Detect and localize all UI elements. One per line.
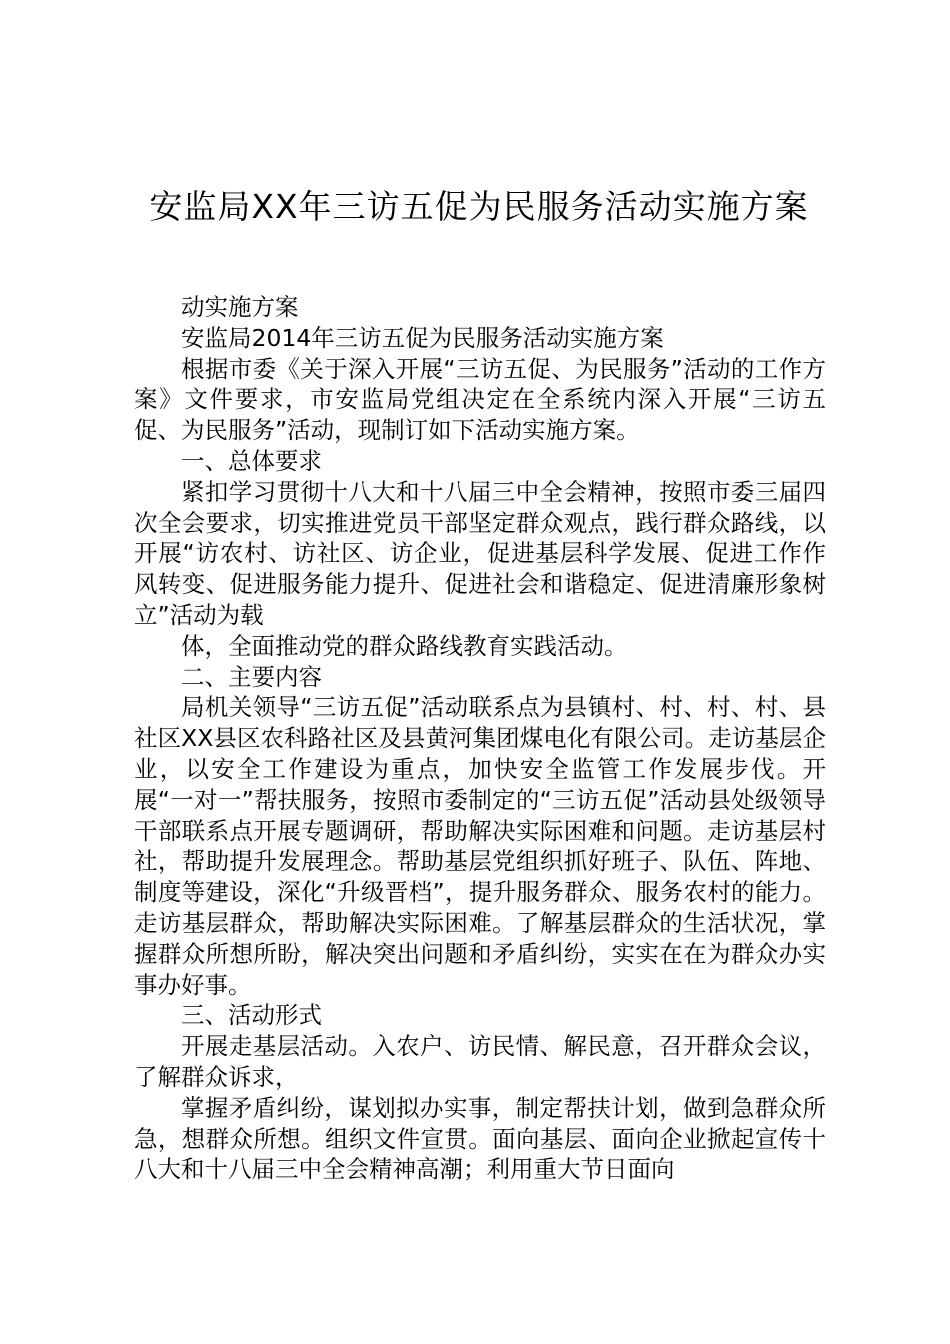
- paragraph: 体，全面推动党的群众路线教育实践活动。: [181, 631, 628, 660]
- paragraph: 局机关领导“三访五促”活动联系点为县镇村、村、村、村、县社区XX县区农科路社区及县黄河集团煤电化有限公司。走访基层企业，以安全工作建设为重点，加快安全监管工作发展步伐。开展“一对一”帮扶服务，按照市委制定的“三访五促”活动县处级领导干部联系点开展专题调研，帮助解决实际困难和问题。走访基层村社，帮助提升发展理念。帮助基层党组织抓好班子、队伍、阵地、制度等建设，深化“升级晋档”，提升服务群众、服务农村的能力。走访基层群众，帮助解决实际困难。了解基层群众的生活状况，掌握群众所想所盼，解决突出问题和矛盾纠纷，实实在在为群众办实事办好事。: [134, 693, 826, 999]
- paragraph: 紧扣学习贯彻十八大和十八届三中全会精神，按照市委三届四次全会要求，切实推进党员干部坚定群众观点，践行群众路线，以开展“访农村、访社区、访企业，促进基层科学发展、促进工作作风转变、促进服务能力提升、促进社会和谐稳定、促进清廉形象树立”活动为载: [134, 477, 826, 629]
- section-heading: 三、活动形式: [181, 1001, 322, 1030]
- section-heading: 一、总体要求: [181, 446, 322, 475]
- document-title: 安监局XX年三访五促为民服务活动实施方案: [149, 187, 809, 226]
- document-body: [134, 292, 826, 1185]
- paragraph: 动实施方案: [181, 293, 299, 321]
- paragraph: 根据市委《关于深入开展“三访五促、为民服务”活动的工作方案》文件要求，市安监局党组决定在全系统内深入开展“三访五促、为民服务”活动，现制订如下活动实施方案。: [134, 354, 826, 445]
- paragraph: 安监局2014年三访五促为民服务活动实施方案: [181, 323, 664, 352]
- section-heading: 二、主要内容: [181, 662, 322, 691]
- paragraph: 掌握矛盾纠纷，谋划拟办实事，制定帮扶计划，做到急群众所急，想群众所想。组织文件宣贯。面向基层、面向企业掀起宣传十八大和十八届三中全会精神高潮；利用重大节日面向: [134, 1093, 826, 1184]
- paragraph: 开展走基层活动。入农户、访民情、解民意，召开群众会议，了解群众诉求，: [134, 1032, 826, 1091]
